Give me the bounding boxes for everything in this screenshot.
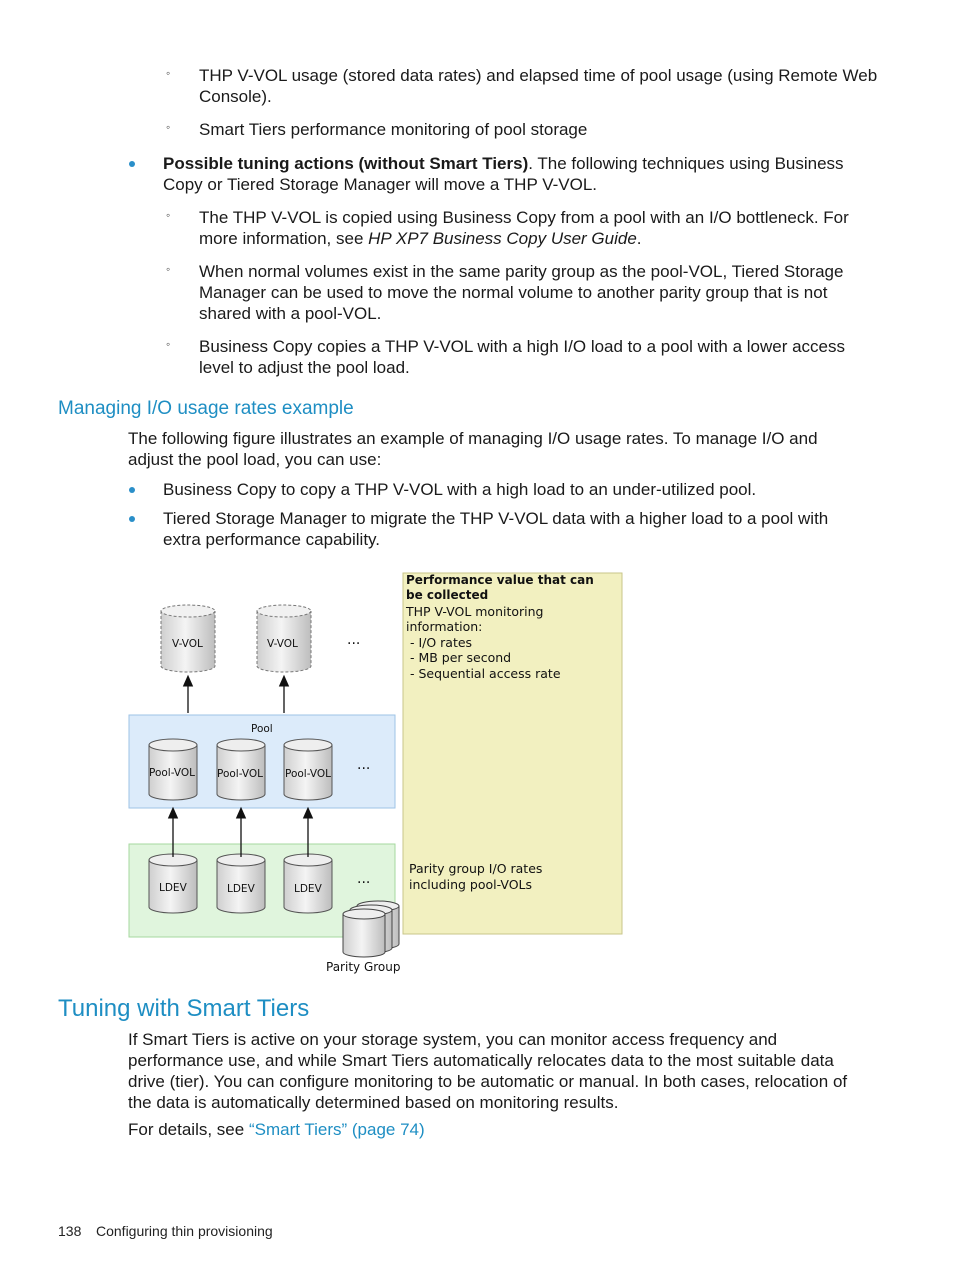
section-heading: Managing I/O usage rates example xyxy=(58,398,354,419)
list-item: When normal volumes exist in the same parity group as the pool-VOL, Tiered Storage Manager can be used to move the normal volume to another parity group that is not shared with a pool-VOL. xyxy=(199,262,844,323)
perf-line: - MB per second xyxy=(406,650,512,665)
ldev-label: LDEV xyxy=(294,883,322,895)
guide-reference: HP XP7 Business Copy User Guide xyxy=(368,229,637,248)
section-heading: Tuning with Smart Tiers xyxy=(58,995,310,1022)
perf-line: THP V-VOL monitoring xyxy=(406,604,544,619)
list-item: Smart Tiers performance monitoring of pool storage xyxy=(199,120,588,139)
sub-bullet-marker: ◦ xyxy=(166,208,171,222)
list-item: THP V-VOL usage (stored data rates) and elapsed time of pool usage (using Remote Web Console). xyxy=(199,66,878,106)
pool-label: Pool xyxy=(251,723,273,735)
ldev-label: LDEV xyxy=(159,882,187,894)
perf-title-line: be collected xyxy=(406,588,489,602)
parity-rate-line: Parity group I/O rates xyxy=(409,861,543,876)
perf-title-line: Performance value that can xyxy=(406,573,594,587)
sub-bullet-marker: ◦ xyxy=(166,337,171,351)
poolvol-label: Pool-VOL xyxy=(149,767,196,779)
perf-line: - I/O rates xyxy=(406,635,473,650)
sub-bullet-marker: ◦ xyxy=(166,66,171,80)
item-text: The THP V-VOL is copied using Business Copy from a pool with an I/O bottleneck. For more information, see xyxy=(199,208,849,248)
section-paragraph: If Smart Tiers is active on your storage system, you can monitor access frequency and performance use, and while Smart Tiers automatically relocates data to the most suitable data drive (tier). You can configure monitoring to be automatic or manual. In both cases, relocation of the data is automatically determined based on monitoring results. xyxy=(128,1030,848,1112)
parity-group-label: Parity Group xyxy=(326,960,401,974)
vvol-label: V-VOL xyxy=(267,638,298,650)
bullet-text: . The following techniques using Business Copy or Tiered Storage Manager will move a THP V-VOL. xyxy=(163,154,844,194)
chapter-title: Configuring thin provisioning xyxy=(96,1223,273,1239)
list-item: Business Copy to copy a THP V-VOL with a high load to an under-utilized pool. xyxy=(163,480,757,499)
page-number: 138 xyxy=(58,1223,82,1239)
parity-group-icon xyxy=(343,901,399,957)
poolvol-label: Pool-VOL xyxy=(217,768,264,780)
ellipsis: ... xyxy=(357,757,371,773)
ellipsis: ... xyxy=(357,871,371,887)
sub-bullet-marker: ◦ xyxy=(166,120,171,134)
bold-lead: Possible tuning actions (without Smart Tiers) xyxy=(163,154,529,173)
list-item: Tiered Storage Manager to migrate the THP V-VOL data with a higher load to a pool with extra performance capability. xyxy=(163,509,829,549)
vvol-label: V-VOL xyxy=(172,638,203,650)
details-text: For details, see xyxy=(128,1120,249,1139)
section-intro: The following figure illustrates an example of managing I/O usage rates. To manage I/O and adjust the pool load, you can use: xyxy=(128,429,818,469)
details-line xyxy=(128,1119,728,1140)
sub-bullet-marker: ◦ xyxy=(166,262,171,276)
ldev-label: LDEV xyxy=(227,883,255,895)
smart-tiers-link[interactable]: “Smart Tiers” (page 74) xyxy=(248,1120,425,1139)
parity-rate-line: including pool-VOLs xyxy=(409,877,533,892)
item-text-end: . xyxy=(636,229,642,248)
perf-line: - Sequential access rate xyxy=(406,666,561,681)
ellipsis: ... xyxy=(347,632,361,648)
perf-line: information: xyxy=(406,619,483,634)
poolvol-label: Pool-VOL xyxy=(285,768,332,780)
list-item: Business Copy copies a THP V-VOL with a high I/O load to a pool with a lower access level to adjust the pool load. xyxy=(199,337,846,377)
